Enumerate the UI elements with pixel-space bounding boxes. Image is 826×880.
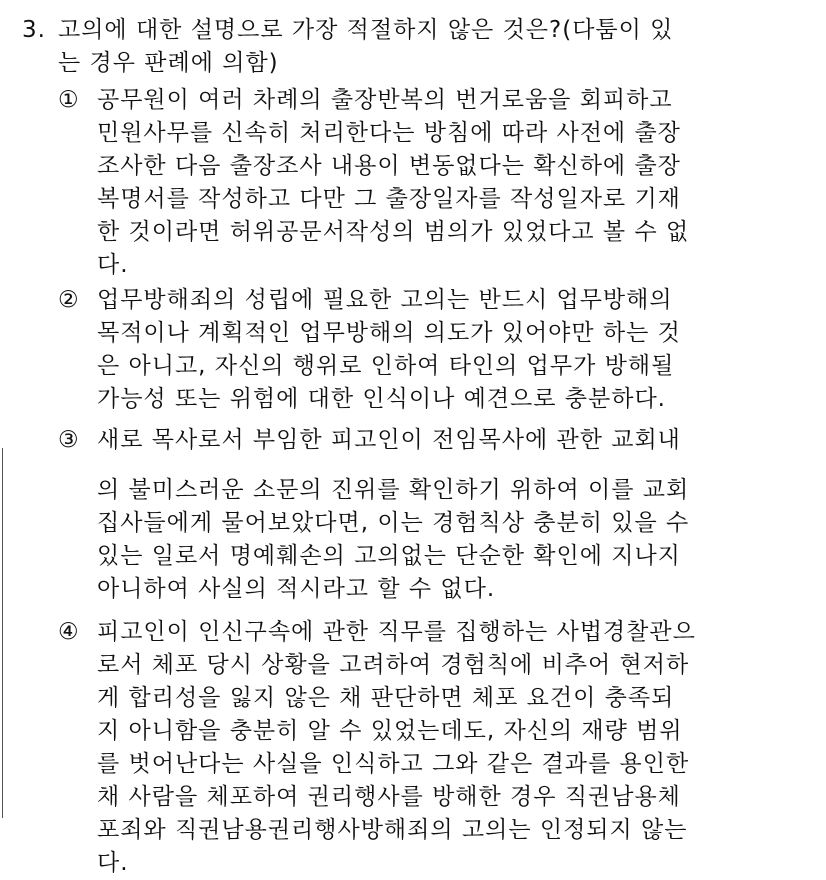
question-line: 는 경우 판례에 의함)	[58, 50, 279, 76]
option-line: 새로 목사로서 부임한 피고인이 전임목사에 관한 교회내	[97, 427, 681, 453]
question-line: 고의에 대한 설명으로 가장 적절하지 않은 것은?(다툼이 있	[58, 17, 674, 43]
question-number: 3.	[22, 17, 46, 43]
option-marker: ④	[58, 619, 80, 645]
option-line: 지 아니함을 충분히 알 수 있었는데도, 자신의 재량 범위	[97, 718, 683, 744]
option-line: 채 사람을 체포하여 권리행사를 방해한 경우 직권남용체	[97, 784, 681, 810]
option-line: 있는 일로서 명예훼손의 고의없는 단순한 확인에 지나지	[97, 543, 681, 569]
option-line: 아니하여 사실의 적시라고 할 수 없다.	[97, 576, 496, 602]
option-line: 피고인이 인신구속에 관한 직무를 집행하는 사법경찰관으	[97, 619, 696, 645]
option-line: 의 불미스러운 소문의 진위를 확인하기 위하여 이를 교회	[97, 477, 690, 503]
option-line: 공무원이 여러 차례의 출장반복의 번거로움을 회피하고	[97, 87, 673, 113]
option-line: 다.	[97, 850, 129, 876]
option-line: 를 벗어난다는 사실을 인식하고 그와 같은 결과를 용인한	[97, 751, 690, 777]
option-line: 한 것이라면 허위공문서작성의 범의가 있었다고 볼 수 없	[97, 219, 690, 245]
option-line: 복명서를 작성하고 다만 그 출장일자를 작성일자로 기재	[97, 186, 681, 212]
margin-rule	[2, 448, 3, 818]
option-line: 가능성 또는 위험에 대한 인식이나 예견으로 충분하다.	[97, 386, 666, 412]
option-line: 게 합리성을 잃지 않은 채 판단하면 체포 요건이 충족되	[97, 685, 675, 711]
option-marker: ③	[58, 427, 80, 453]
option-line: 로서 체포 당시 상황을 고려하여 경험칙에 비추어 현저하	[97, 652, 690, 678]
option-line: 집사들에게 물어보았다면, 이는 경험칙상 충분히 있을 수	[97, 510, 690, 536]
option-marker: ②	[58, 287, 80, 313]
option-line: 업무방해죄의 성립에 필요한 고의는 반드시 업무방해의	[97, 287, 673, 313]
option-line: 은 아니고, 자신의 행위로 인하여 타인의 업무가 방해될	[97, 353, 675, 379]
option-line: 조사한 다음 출장조사 내용이 변동없다는 확신하에 출장	[97, 153, 681, 179]
option-line: 다.	[97, 252, 129, 278]
option-line: 민원사무를 신속히 처리한다는 방침에 따라 사전에 출장	[97, 120, 681, 146]
option-marker: ①	[58, 87, 80, 113]
option-line: 포죄와 직권남용권리행사방해죄의 고의는 인정되지 않는	[97, 817, 688, 843]
option-line: 목적이나 계획적인 업무방해의 의도가 있어야만 하는 것	[97, 320, 681, 346]
